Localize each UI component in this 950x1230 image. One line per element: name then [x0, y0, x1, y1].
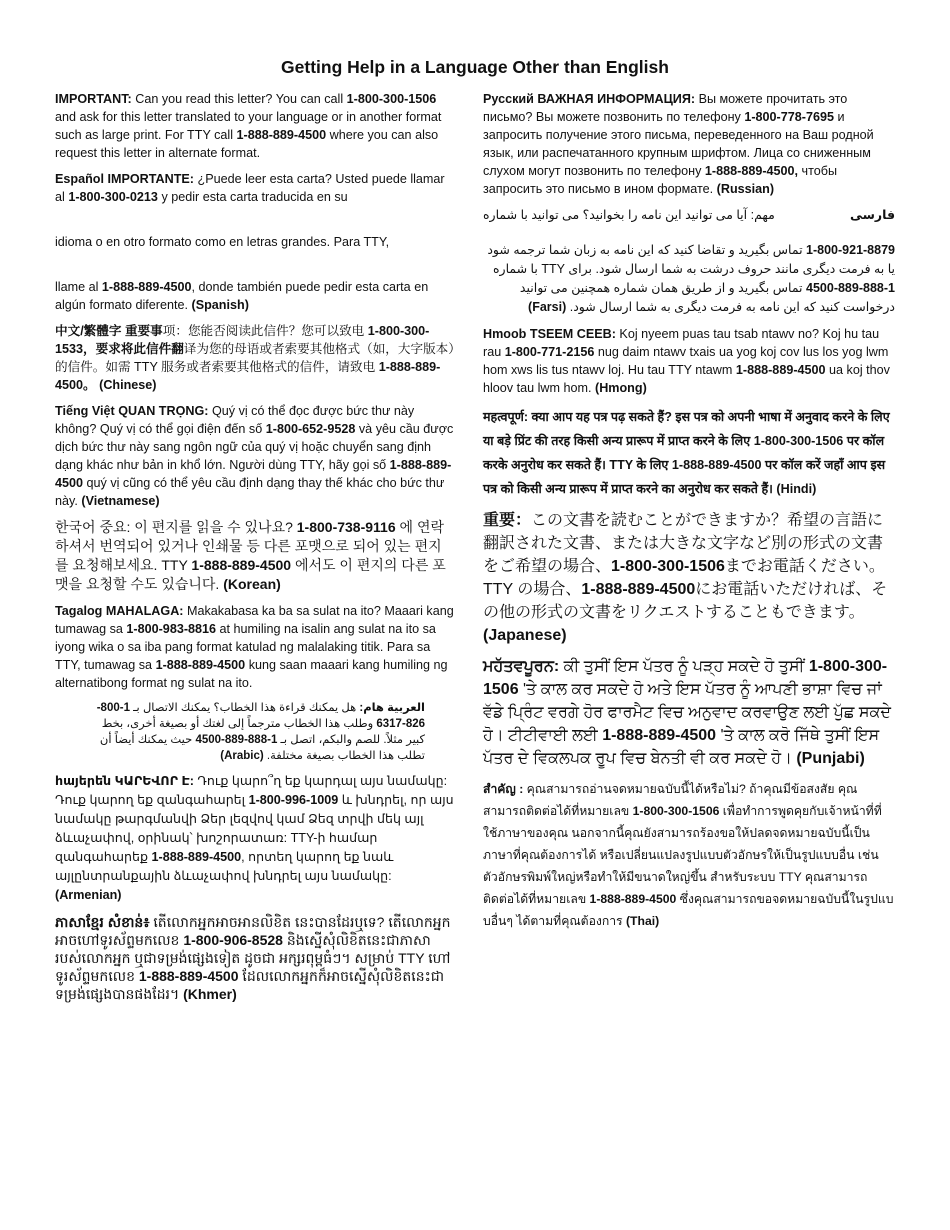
- notice-text: , donde también puede pedir esta carta en algún formato diferente.: [55, 280, 429, 312]
- phone-number: 1-800-300-1533: [55, 324, 430, 356]
- notice-text: คุณสามารถอ่านจดหมายฉบับนี้ได้หรือไม่? ถ้าคุณมีข้อสงสัย คุณสามารถติดต่อได้ที่หมายเลข: [483, 782, 858, 818]
- phone-number: (Arabic): [220, 750, 264, 762]
- phone-number: (Japanese): [483, 627, 567, 644]
- notice-text: y pedir esta carta traducida en su: [157, 190, 348, 204]
- phone-number: 1-800-996-1009: [248, 793, 339, 807]
- phone-number: 1-888-889-4500: [151, 850, 242, 864]
- notice-text: ซึ่งคุณสามารถขอจดหมายฉบับนี้ในรูปแบบอื่นๆ ได้ตามที่คุณต้องการ: [483, 892, 894, 928]
- notice-heading: Tiếng Việt QUAN TRỌNG:: [55, 404, 209, 418]
- phone-number: 1-800-826-6317: [96, 702, 425, 730]
- notice-japanese: [483, 509, 895, 647]
- notice-heading: 重要：: [483, 512, 532, 529]
- notice-text: 에서도 이 편지의 다른 포맷을 요청할 수도 있습니다.: [55, 557, 446, 592]
- notice-heading: สำคัญ :: [483, 782, 524, 796]
- notice-text: تماس بگیرید و تقاضا کنید که این نامه به زبان شما ترجمه شود یا به فرمت دیگری مانند حروف درشت به شما ارسال شود. برای TTY با شماره: [487, 243, 895, 276]
- notice-heading: IMPORTANT:: [55, 92, 132, 106]
- phone-number: 1-800-652-9528: [265, 422, 356, 436]
- phone-number: 1-888-889-4500: [602, 727, 717, 744]
- notice-khmer: [55, 913, 455, 1003]
- notice-text: 에 연락하셔서 번역되어 있거나 인쇄물 등 다른 포맷으로 되어 있는 편지를 요청해보세요. TTY: [55, 519, 444, 573]
- notice-text: までお電話ください。TTY の場合、: [483, 558, 885, 598]
- notice-heading: Tagalog MAHALAGA:: [55, 604, 184, 618]
- phone-number: 1-800-300-1506: [483, 658, 888, 698]
- notice-arabic: [85, 700, 425, 764]
- phone-number: पर कॉल करें जहाँ आप इस पत्र को किसी अन्य प्रारूप में प्राप्त करने का अनुरोध कर सकते हैं। (Hindi): [483, 458, 886, 496]
- notice-heading: Hmoob TSEEM CEEB:: [483, 327, 616, 341]
- phone-number: 1-800-906-8528: [183, 932, 283, 948]
- notice-heading: ਮਹੱਤਵਪੂਰਨ:: [483, 658, 560, 675]
- notice-text: Koj nyeem puas tau tsab ntawv no? Koj hu tau rau: [483, 327, 880, 359]
- phone-number: 1-800-771-2156: [504, 345, 595, 359]
- notice-text: ដែលលោកអ្នកក៏អាចស្នើសុំលិខិតនេះជាទម្រង់ផ្សេងបានផងដែរ។: [55, 968, 445, 1002]
- notice-text: 'ਤੇ ਕਾਲ ਕਰੋ ਜਿੱਥੇ ਤੁਸੀਂ ਇਸ ਪੱਤਰ ਦੇ ਵਿਕਲਪਕ ਰੂਪ ਵਿਚ ਬੇਨਤੀ ਵੀ ਕਰ ਸਕਦੇ ਹੋ।: [483, 727, 880, 767]
- notice-subhead: مهم: آیا می توانید این نامه را بخوانید؟ می توانید با شماره: [483, 208, 775, 222]
- notice-text: Can you read this letter? You can call: [131, 92, 347, 106]
- phone-number: 1-888-889-4500: [155, 658, 246, 672]
- notice-text: ਕੀ ਤੁਸੀਂ ਇਸ ਪੱਤਰ ਨੂੰ ਪੜ੍ਹ ਸਕਦੇ ਹੋ ਤੁਸੀਂ: [559, 658, 809, 675]
- notice-text: にお電話いただければ、その他の形式の文書をリクエストすることもできます。: [483, 581, 888, 621]
- notice-text: Makakabasa ka ba sa sulat na ito? Maaari kang tumawag sa: [55, 604, 454, 636]
- notice-text: where you can also request this letter in alternate format.: [55, 128, 439, 160]
- notice-text: idioma o en otro formato como en letras grandes. Para TTY,: [55, 235, 390, 249]
- phone-number: 1-800-983-8816: [126, 622, 217, 636]
- phone-number: (Korean): [223, 576, 281, 592]
- notice-heading: Русский ВАЖНАЯ ИНФОРМАЦИЯ:: [483, 92, 696, 106]
- phone-number: 1-888-889-4500: [138, 968, 239, 984]
- notice-text: وطلب هذا الخطاب مترجماً إلى لغتك أو بصيغة أخرى، بخط كبير مثلاً. للصم والبكم، اتصل بـ: [101, 718, 425, 746]
- notice-text: и запросить получение этого письма, переведенного на Ваш родной язык, или распечатанного крупным шрифтом. Лица со сниженным слухом могут позвонить по телефону: [483, 110, 874, 178]
- notice-english: [55, 90, 455, 162]
- notice-hindi: [483, 405, 895, 501]
- notice-thai: [483, 778, 895, 932]
- phone-number: (Vietnamese): [81, 494, 160, 508]
- phone-number: 1-800-738-9116: [296, 519, 396, 535]
- phone-number: (Chinese): [95, 378, 157, 392]
- notice-text: quý vị cũng có thể yêu cầu định dạng thay thế khác cho bức thư này.: [55, 476, 445, 508]
- notice-text: чтобы запросить это письмо в ином формате.: [483, 164, 838, 196]
- phone-number: 1-800-300-1506: [611, 558, 725, 575]
- notice-hmong: [483, 325, 895, 397]
- notice-tagalog: [55, 602, 455, 692]
- notice-text: حيث يمكنك أيضاً أن تطلب هذا الخطاب بصيغة مختلفة.: [99, 734, 425, 762]
- notice-text: Вы можете прочитать это письмо? Вы можете позвонить по телефону: [483, 92, 848, 124]
- notice-text: क्या आप यह पत्र पढ़ सकते हैं? इस पत्र को अपनी भाषा में अनुवाद करने के लिए या बड़े प्रिंट की तरह किसी अन्य प्रारूप में प्राप्त करने के लिए: [483, 410, 890, 448]
- notice-text: เพื่อทำการพูดคุยกับเจ้าหน้าที่ที่ใช้ภาษาของคุณ นอกจากนี้คุณยังสามารถร้องขอให้ปลดจดหมายฉบับนี้เป็นภาษาที่คุณต้องการได้ หรือเปลี่ยนแปลงรูปแบบตัวอักษรให้เป็นรูปแบบอื่น เช่น ตัวอักษรพิมพ์ใหญ่หรือทำให้มีขนาดใหญ่ขึ้น สำหรับระบบ TTY คุณสามารถติดต่อได้ที่หมายเลข: [483, 804, 882, 906]
- phone-number: 1-888-889-4500: [671, 458, 762, 472]
- notice-heading: 中文/繁體字 重要事: [55, 324, 163, 338]
- notice-russian: [483, 90, 895, 198]
- notice-text: llame al: [55, 280, 102, 294]
- notice-text: និងស្នើសុំលិខិតនេះជាភាសារបស់លោកអ្នក ឬជាទម្រង់ផ្សេងទៀត ដូចជា អក្សរពុម្ពធំៗ។ សម្រាប់ TTY ហៅទូរស័ព្ទមកលេខ: [55, 932, 451, 984]
- notice-text: هل يمكنك قراءة هذا الخطاب؟ يمكنك الاتصال بـ: [129, 702, 360, 714]
- left-column: [55, 90, 455, 1011]
- notice-text: and ask for this letter translated to your language or in another format such as large print. For TTY call: [55, 110, 442, 142]
- notice-heading: العربية هام:: [359, 702, 425, 714]
- notice-text: ¿Puede leer esta carta? Usted puede llamar al: [55, 172, 445, 204]
- notice-text: nug daim ntawv txais ua yog koj cov lus los yog lwm hom xws lis tus ntawv loj. Hu tau TTY ntawm: [483, 345, 889, 377]
- right-column: [483, 90, 895, 940]
- phone-number: 1-800-300-1506: [346, 92, 437, 106]
- notice-korean: [55, 518, 455, 594]
- notice-text: և խնդրել, որ այս նամակը թարգմանվի Ձեր լեզվով կամ Ձեզ տրվի մեկ այլ ձևաչափով, օրինակ՝ խոշորատառ: TTY-ի համար զանգահարեք: [55, 793, 454, 864]
- phone-number: (Thai): [626, 914, 660, 928]
- phone-number: (Spanish): [191, 298, 249, 312]
- language-label: فارسی: [849, 208, 895, 222]
- notice-armenian: [55, 772, 455, 905]
- phone-number: 1-888-889-4500。: [55, 360, 441, 392]
- notice-text: តើលោកអ្នកអាចអានលិខិត នេះបានដែរឬទេ? តើលោកអ្នក អាចហៅទូរស័ព្ទមកលេខ: [55, 914, 451, 948]
- notice-chinese: [55, 322, 455, 394]
- notice-text: पर कॉल करके अनुरोध कर सकते हैं। TTY के लिए: [483, 434, 885, 472]
- phone-number: 1-888-889-4500: [581, 581, 696, 598]
- phone-number: 1-888-889-4500: [195, 734, 278, 746]
- notice-text: この文書を読むことができますか？希望の言語に翻訳された文書、または大きな文字など別の形式の文書をご希望の場合、: [483, 512, 884, 575]
- notice-text: Դուք կարո՞ղ եք կարդալ այս նամակը: Դուք կարող եք զանգահարել: [55, 774, 448, 807]
- notice-heading: महत्वपूर्ण:: [483, 410, 529, 424]
- notice-text: Quý vị có thể đọc được bức thư này không? Quý vị có thể gọi điện đến số: [55, 404, 415, 436]
- phone-number: 1-888-889-4500: [735, 363, 826, 377]
- phone-number: (Hmong): [595, 381, 647, 395]
- notice-farsi: [483, 206, 895, 317]
- page-title: Getting Help in a Language Other than English: [281, 57, 669, 77]
- notice-text: và yêu cầu được dịch bức thư này sang ngôn ngữ của quý vị hoặc chuyển sang định dạng khác như bản in khổ lớn. Người dùng TTY, hãy gọi số: [55, 422, 454, 472]
- phone-number: (Russian): [716, 182, 775, 196]
- phone-number: 1-800-300-1506: [753, 434, 844, 448]
- notice-text: at humiling na isalin ang sulat na ito sa iyong wika o sa iba pang format katulad ng malalaking titik. Para sa TTY, tumawag sa: [55, 622, 436, 672]
- notice-text: 译为您的母语或者索要其他格式（如，大字版本）的信件。如需 TTY 服务或者索要其他格式的信件，请致电: [55, 342, 455, 374]
- notice-heading: Español IMPORTANTE:: [55, 172, 194, 186]
- notice-spanish: [55, 170, 455, 206]
- phone-number: 1-888-889-4500,: [704, 164, 799, 178]
- phone-number: 1-888-889-4500: [101, 280, 192, 294]
- notice-vietnamese: [55, 402, 455, 510]
- phone-number: 1-800-300-0213: [68, 190, 158, 204]
- phone-number: (Khmer): [183, 986, 237, 1002]
- notice-heading: ភាសាខ្មែរ សំខាន់៖: [55, 914, 150, 930]
- phone-number: 1-800-921-8879: [806, 243, 895, 257]
- phone-number: 1-888-889-4500: [191, 557, 292, 573]
- phone-number: (Farsi): [528, 300, 567, 314]
- notice-text: 'ਤੇ ਕਾਲ ਕਰ ਸਕਦੇ ਹੋ ਅਤੇ ਇਸ ਪੱਤਰ ਨੂੰ ਆਪਣੀ ਭਾਸ਼ਾ ਵਿਚ ਜਾਂ ਵੱਡੇ ਪ੍ਰਿੰਟ ਵਰਗੇ ਹੋਰ ਫਾਰਮੈਟ ਵਿਚ ਅਨੁਵਾਦ ਕਰਵਾਉਣ ਲਈ ਪੁੱਛ ਸਕਦੇ ਹੋ। ਟੀਟੀਵਾਈ ਲਈ: [483, 681, 892, 744]
- phone-number: 1-800-778-7695: [744, 110, 834, 124]
- notice-text: kung saan maaari kang humiling ng alternatibong format ng sulat na ito.: [55, 658, 448, 690]
- phone-number: (Punjabi): [796, 750, 865, 767]
- notice-text: ，要求将此信件翻: [83, 342, 184, 356]
- phone-number: (Armenian): [55, 888, 122, 902]
- phone-number: 1-800-300-1506: [632, 804, 720, 818]
- phone-number: 1-888-889-4500: [236, 128, 327, 142]
- phone-number: 1-888-889-4500: [55, 458, 452, 490]
- notice-spanish-2: [55, 233, 455, 251]
- notice-heading: հայերեն ԿԱՐԵՎՈՐ Է:: [55, 774, 194, 788]
- phone-number: 1-888-889-4500: [806, 281, 895, 295]
- notice-text: , որտեղ կարող եք նաև այլընտրանքային ձևաչափով խնդրել այս նամակը:: [55, 850, 394, 883]
- phone-number: 1-888-889-4500: [589, 892, 677, 906]
- notice-text: 한국어 중요: 이 편지를 읽을 수 있나요?: [55, 519, 297, 535]
- notice-spanish-3: [55, 278, 455, 314]
- notice-text: ua koj thov hloov tau lwm hom.: [483, 363, 890, 395]
- notice-punjabi: [483, 655, 895, 770]
- notice-text: تماس بگیرید و از طریق همان شماره همچنین می توانید درخواست کنید که این نامه به فرمت دیگری به شما ارسال شود.: [519, 281, 895, 314]
- notice-text: 项：您能否阅读此信件？您可以致电: [162, 324, 368, 338]
